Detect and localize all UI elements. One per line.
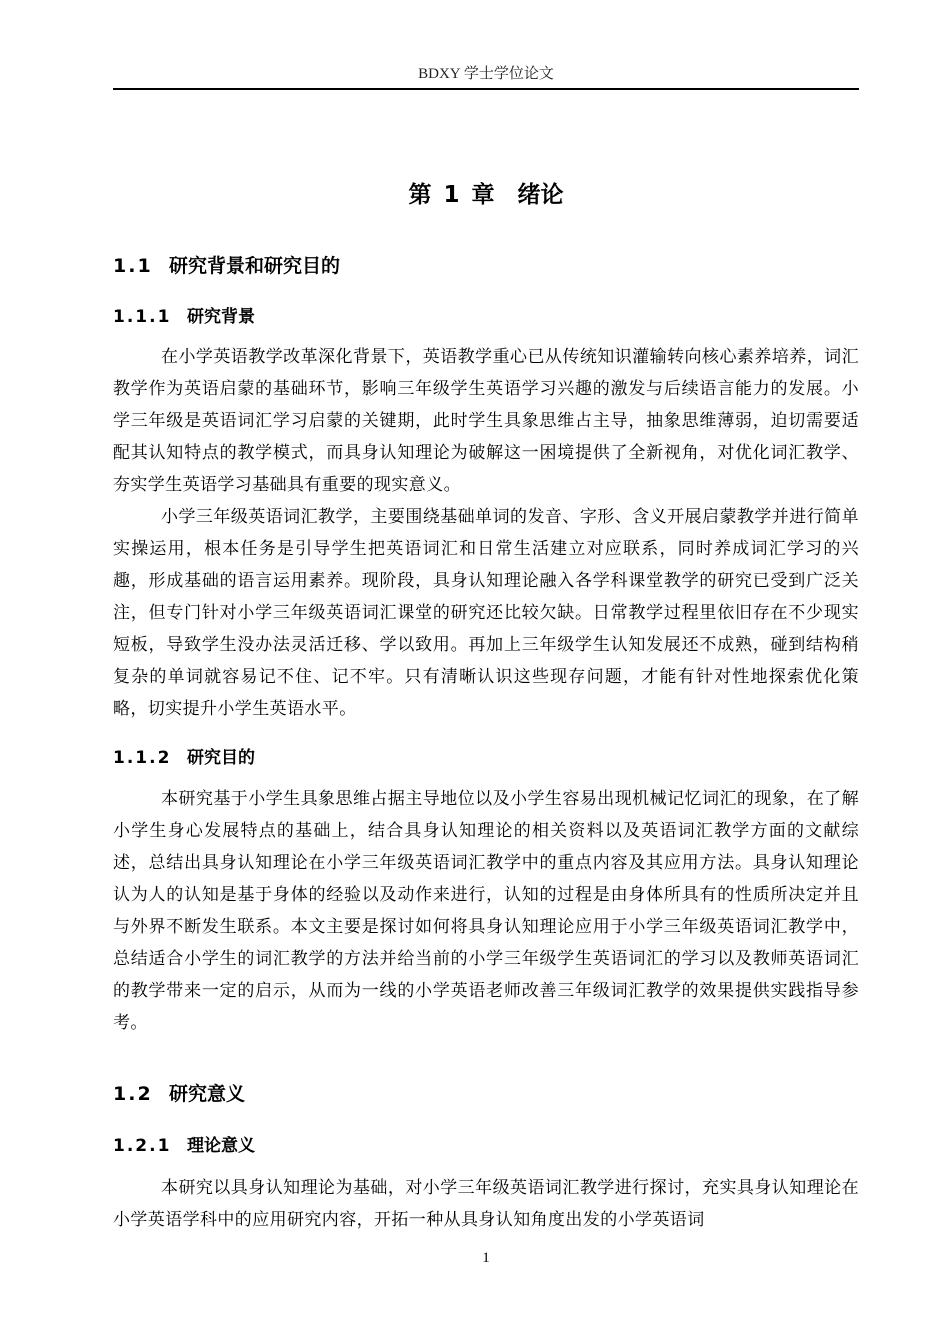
subsection-title: 研究背景 (187, 307, 255, 327)
section-number: 1.1 (113, 255, 153, 277)
subsection-title: 理论意义 (187, 1136, 255, 1156)
subsection-number: 1.1.1 (113, 307, 172, 327)
header-rule (113, 88, 859, 90)
paragraph: 本研究以具身认知理论为基础，对小学三年级英语词汇教学进行探讨，充实具身认知理论在小学英语学科中的应用研究内容，开拓一种从具身认知角度出发的小学英语词 (113, 1178, 859, 1230)
subsection-number: 1.2.1 (113, 1136, 172, 1156)
section-title: 研究意义 (169, 1083, 246, 1105)
running-header: BDXY 学士学位论文 (418, 66, 554, 82)
subsection-heading-1-1-1 (113, 304, 255, 330)
chapter-title: 第 1 章 绪论 (408, 182, 564, 208)
paragraph: 在小学英语教学改革深化背景下，英语教学重心已从传统知识灌输转向核心素养培养，词汇教学作为英语启蒙的基础环节，影响三年级学生英语学习兴趣的激发与后续语言能力的发展。小学三年级是英语词汇学习启蒙的关键期，此时学生具象思维占主导，抽象思维薄弱，迫切需要适配其认知特点的教学模式，而具身认知理论为破解这一困境提供了全新视角，对优化词汇教学、夯实学生英语学习基础具有重要的现实意义。 (113, 347, 859, 495)
section-heading-1-2 (113, 1080, 245, 1108)
section-number: 1.2 (113, 1083, 153, 1105)
subsection-number: 1.1.2 (113, 748, 172, 768)
subsection-heading-1-2-1 (113, 1133, 255, 1159)
section-heading-1-1 (113, 252, 340, 280)
page-number: 1 (482, 1250, 490, 1266)
section-title: 研究背景和研究目的 (169, 255, 341, 277)
subsection-heading-1-1-2 (113, 745, 255, 771)
paragraph: 本研究基于小学生具象思维占据主导地位以及小学生容易出现机械记忆词汇的现象，在了解小学生身心发展特点的基础上，结合具身认知理论的相关资料以及英语词汇教学方面的文献综述，总结出具身认知理论在小学三年级英语词汇教学中的重点内容及其应用方法。具身认知理论认为人的认知是基于身体的经验以及动作来进行，认知的过程是由身体所具有的性质所决定并且与外界不断发生联系。本文主要是探讨如何将具身认知理论应用于小学三年级英语词汇教学中，总结适合小学生的词汇教学的方法并给当前的小学三年级学生英语词汇的学习以及教师英语词汇的教学带来一定的启示，从而为一线的小学英语老师改善三年级词汇教学的效果提供实践指导参考。 (113, 789, 859, 1033)
paragraph: 小学三年级英语词汇教学，主要围绕基础单词的发音、字形、含义开展启蒙教学并进行简单实操运用，根本任务是引导学生把英语词汇和日常生活建立对应联系，同时养成词汇学习的兴趣，形成基础的语言运用素养。现阶段，具身认知理论融入各学科课堂教学的研究已受到广泛关注，但专门针对小学三年级英语词汇课堂的研究还比较欠缺。日常教学过程里依旧存在不少现实短板，导致学生没办法灵活迁移、学以致用。再加上三年级学生认知发展还不成熟，碰到结构稍复杂的单词就容易记不住、记不牢。只有清晰认识这些现存问题，才能有针对性地探索优化策略，切实提升小学生英语水平。 (113, 507, 859, 719)
subsection-title: 研究目的 (187, 748, 255, 768)
